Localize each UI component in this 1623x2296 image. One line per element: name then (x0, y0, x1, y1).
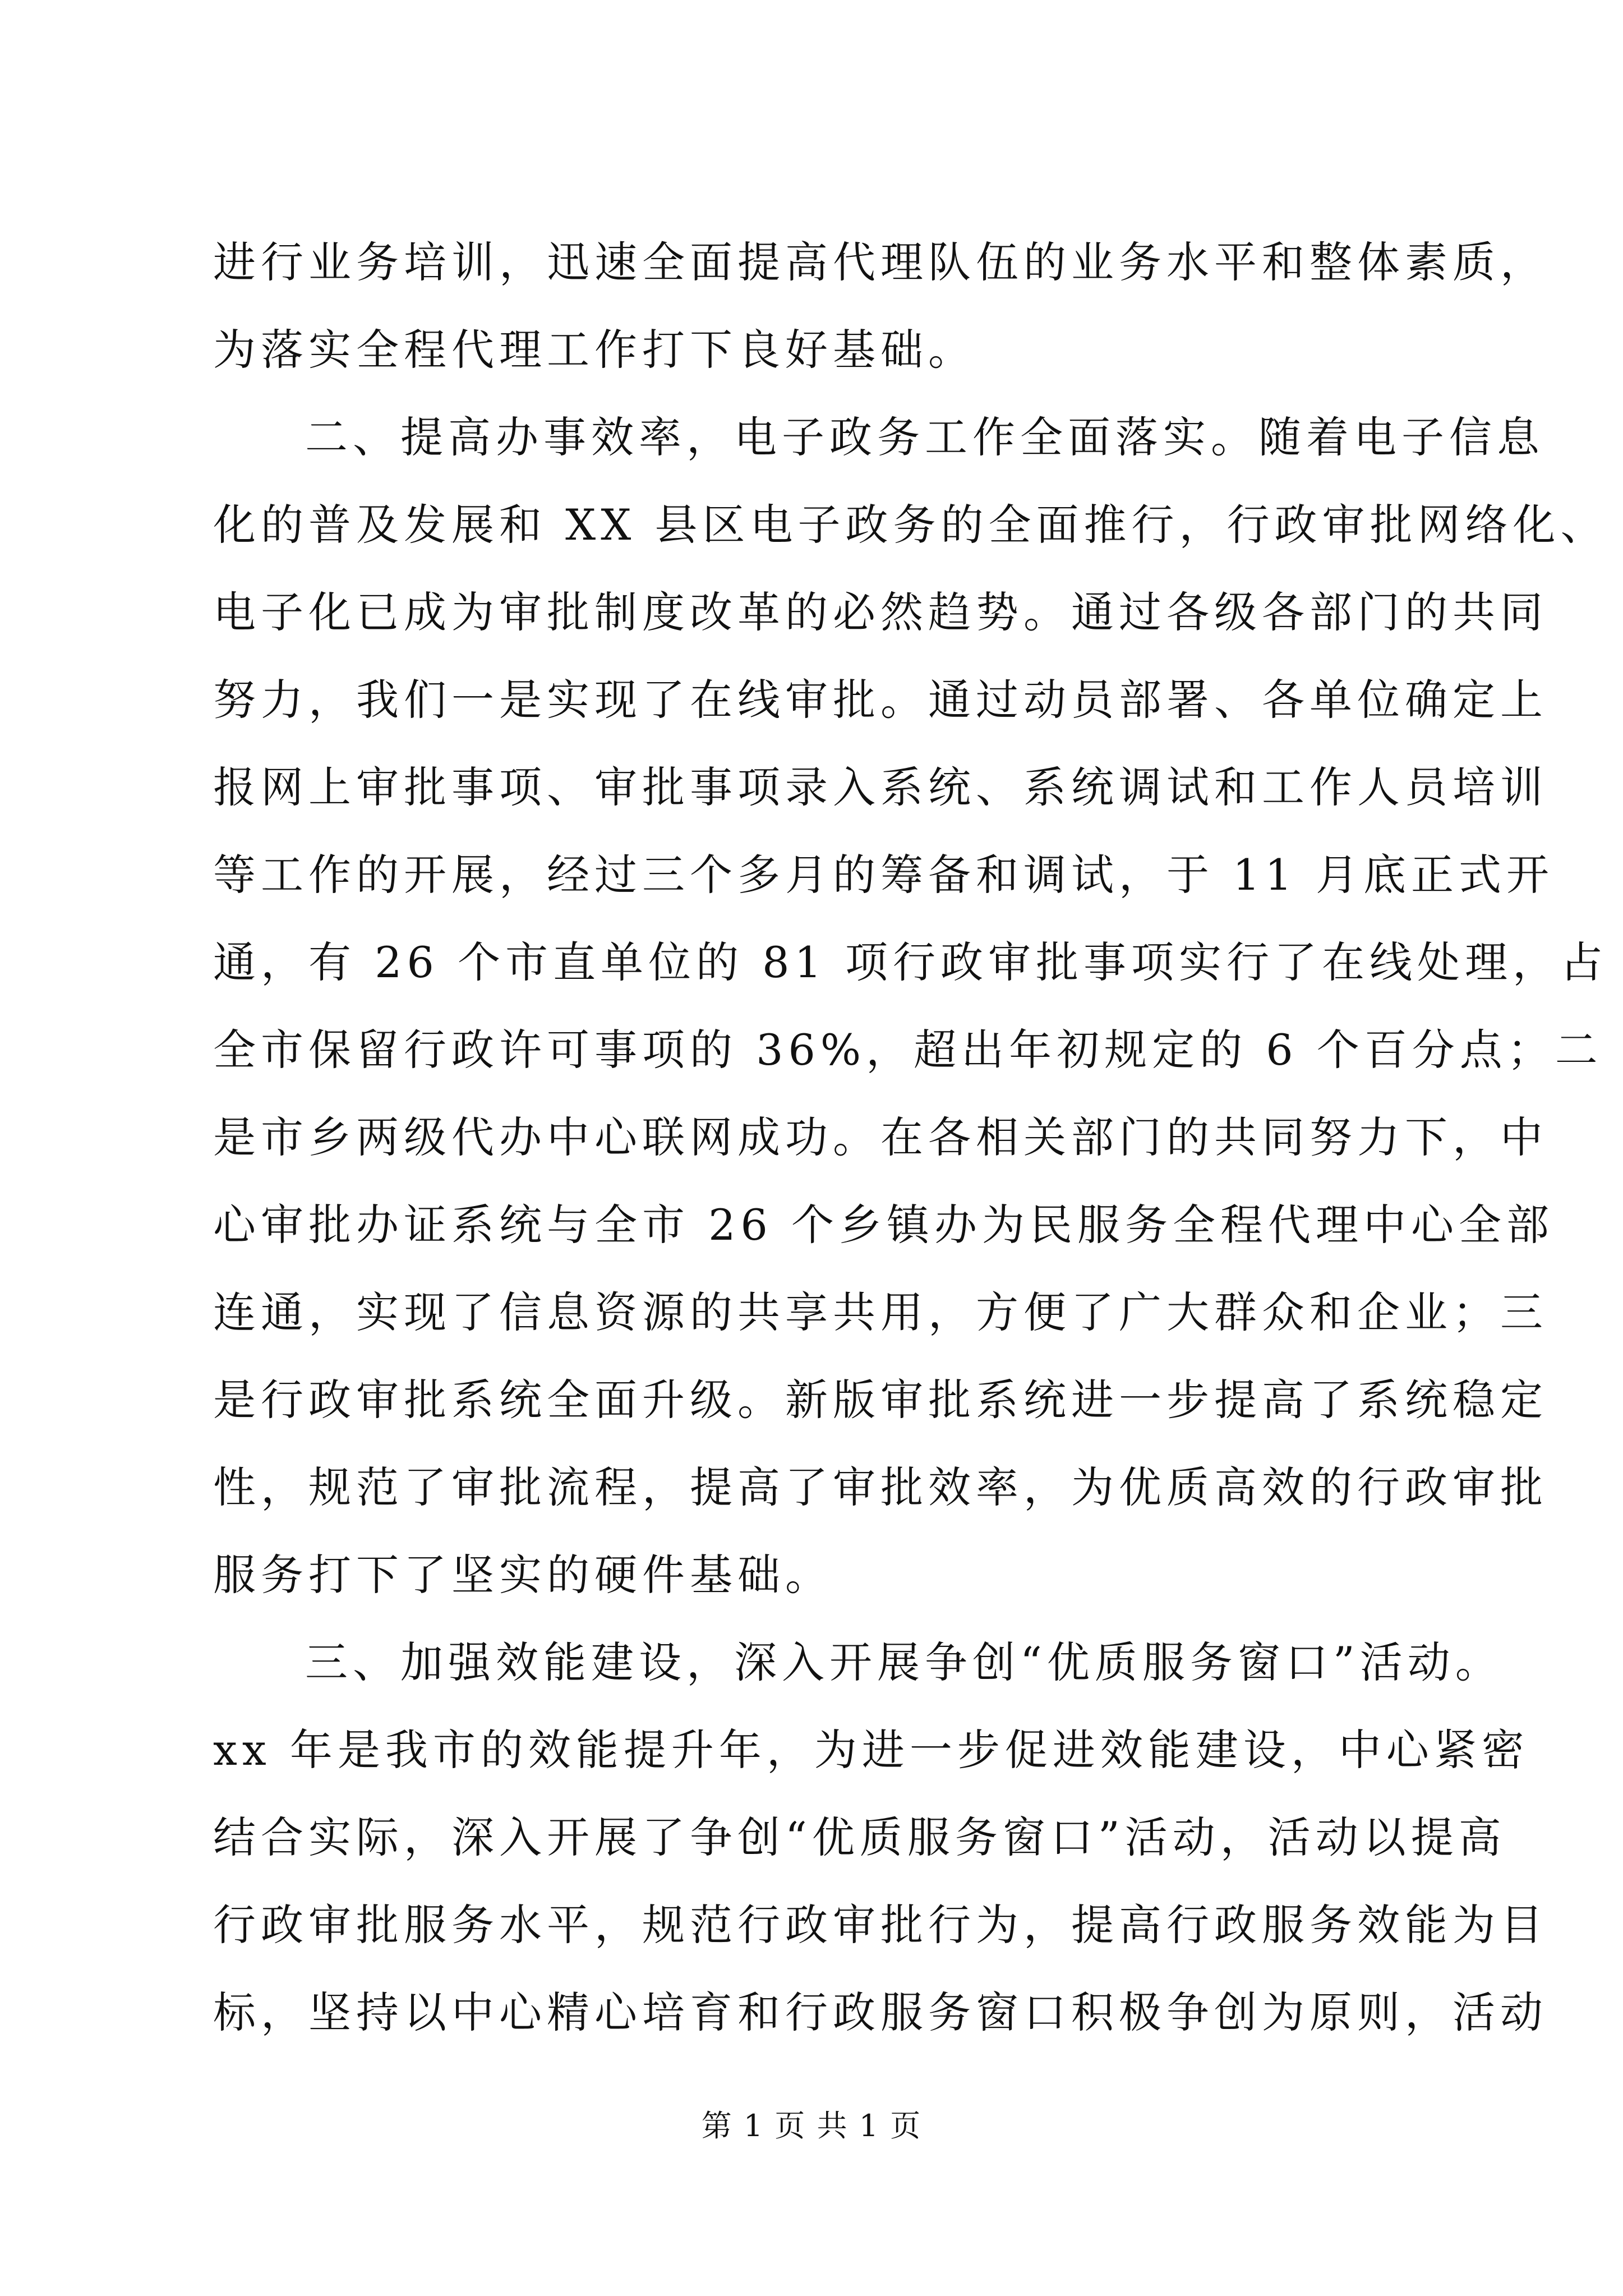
text-line: 通，有 26 个市直单位的 81 项行政审批事项实行了在线处理，占 (213, 937, 1608, 987)
text-line: 是行政审批系统全面升级。新版审批系统进一步提高了系统稳定 (213, 1375, 1548, 1425)
text-line: xx 年是我市的效能提升年，为进一步促进效能建设，中心紧密 (213, 1725, 1529, 1775)
section-heading-line: 二、提高办事效率，电子政务工作全面落实。随着电子信息 (305, 412, 1544, 462)
text-line: 报网上审批事项、审批事项录入系统、系统调试和工作人员培训 (213, 762, 1548, 812)
text-line: 电子化已成为审批制度改革的必然趋势。通过各级各部门的共同 (213, 587, 1548, 637)
text-line: 为落实全程代理工作打下良好基础。 (213, 325, 976, 375)
text-line: 努力，我们一是实现了在线审批。通过动员部署、各单位确定上 (213, 675, 1548, 725)
body-text (213, 219, 1608, 2056)
text-line: 性，规范了审批流程，提高了审批效率，为优质高效的行政审批 (213, 1462, 1548, 1512)
text-line: 心审批办证系统与全市 26 个乡镇办为民服务全程代理中心全部 (213, 1200, 1555, 1250)
page-number-footer: 第 1 页 共 1 页 (701, 2108, 922, 2143)
text-line: 行政审批服务水平，规范行政审批行为，提高行政服务效能为目 (213, 1900, 1548, 1950)
text-line: 标，坚持以中心精心培育和行政服务窗口积极争创为原则，活动 (213, 1987, 1548, 2037)
text-line: 服务打下了坚实的硬件基础。 (213, 1550, 833, 1600)
text-line: 是市乡两级代办中心联网成功。在各相关部门的共同努力下，中 (213, 1112, 1548, 1162)
text-line: 连通，实现了信息资源的共享共用，方便了广大群众和企业；三 (213, 1287, 1548, 1337)
text-line: 等工作的开展，经过三个多月的筹备和调试，于 11 月底正式开 (213, 850, 1555, 900)
text-line: 全市保留行政许可事项的 36%，超出年初规定的 6 个百分点；二 (213, 1025, 1603, 1075)
text-line: 进行业务培训，迅速全面提高代理队伍的业务水平和整体素质， (213, 237, 1548, 287)
text-line: 化的普及发展和 XX 县区电子政务的全面推行，行政审批网络化、 (213, 500, 1608, 550)
section-heading-line: 三、加强效能建设，深入开展争创“优质服务窗口”活动。 (305, 1637, 1503, 1687)
text-line: 结合实际，深入开展了争创“优质服务窗口”活动，活动以提高 (213, 1812, 1506, 1862)
